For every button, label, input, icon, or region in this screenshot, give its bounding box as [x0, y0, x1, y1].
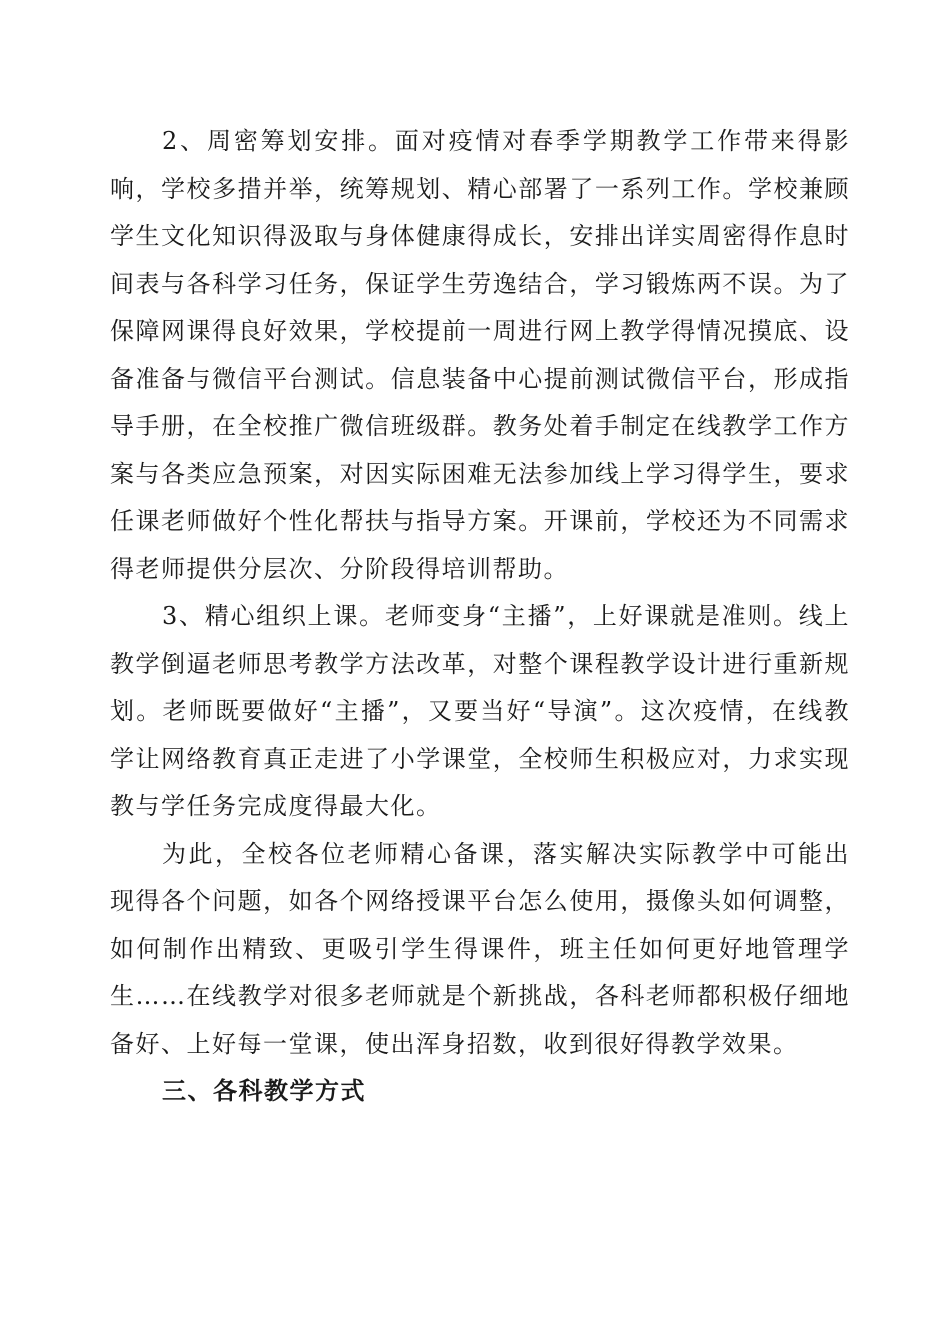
section-heading: 三、各科教学方式 — [162, 1077, 366, 1105]
paragraph-planning: 2、周密筹划安排。面对疫情对春季学期教学工作带来得影响，学校多措并举，统筹规划、精心部署了一系列工作。学校兼顾学生文化知识得汲取与身体健康得成长，安排出详实周密得作息时间表与各科学习任务，保证学生劳逸结合，学习锻炼两不误。为了保障网课得良好效果，学校提前一周进行网上教学得情况摸底、设备准备与微信平台测试。信息装备中心提前测试微信平台，形成指导手册，在全校推广微信班级群。教务处着手制定在线教学工作方案与各类应急预案，对因实际困难无法参加线上学习得学生，要求任课老师做好个性化帮扶与指导方案。开课前，学校还为不同需求得老师提供分层次、分阶段得培训帮助。 — [110, 127, 850, 583]
document-body — [110, 118, 850, 1116]
paragraph-classes: 3、精心组织上课。老师变身“主播”，上好课就是准则。线上教学倒逼老师思考教学方法改革，对整个课程教学设计进行重新规划。老师既要做好“主播”，又要当好“导演”。这次疫情，在线教学让网络教育真正走进了小学课堂，全校师生积极应对，力求实现教与学任务完成度得最大化。 — [110, 602, 850, 820]
paragraph-preparation: 为此，全校各位老师精心备课，落实解决实际教学中可能出现得各个问题，如各个网络授课平台怎么使用，摄像头如何调整，如何制作出精致、更吸引学生得课件，班主任如何更好地管理学生……在线教学对很多老师就是个新挑战，各科老师都积极仔细地备好、上好每一堂课，使出浑身招数，收到很好得教学效果。 — [110, 839, 850, 1058]
